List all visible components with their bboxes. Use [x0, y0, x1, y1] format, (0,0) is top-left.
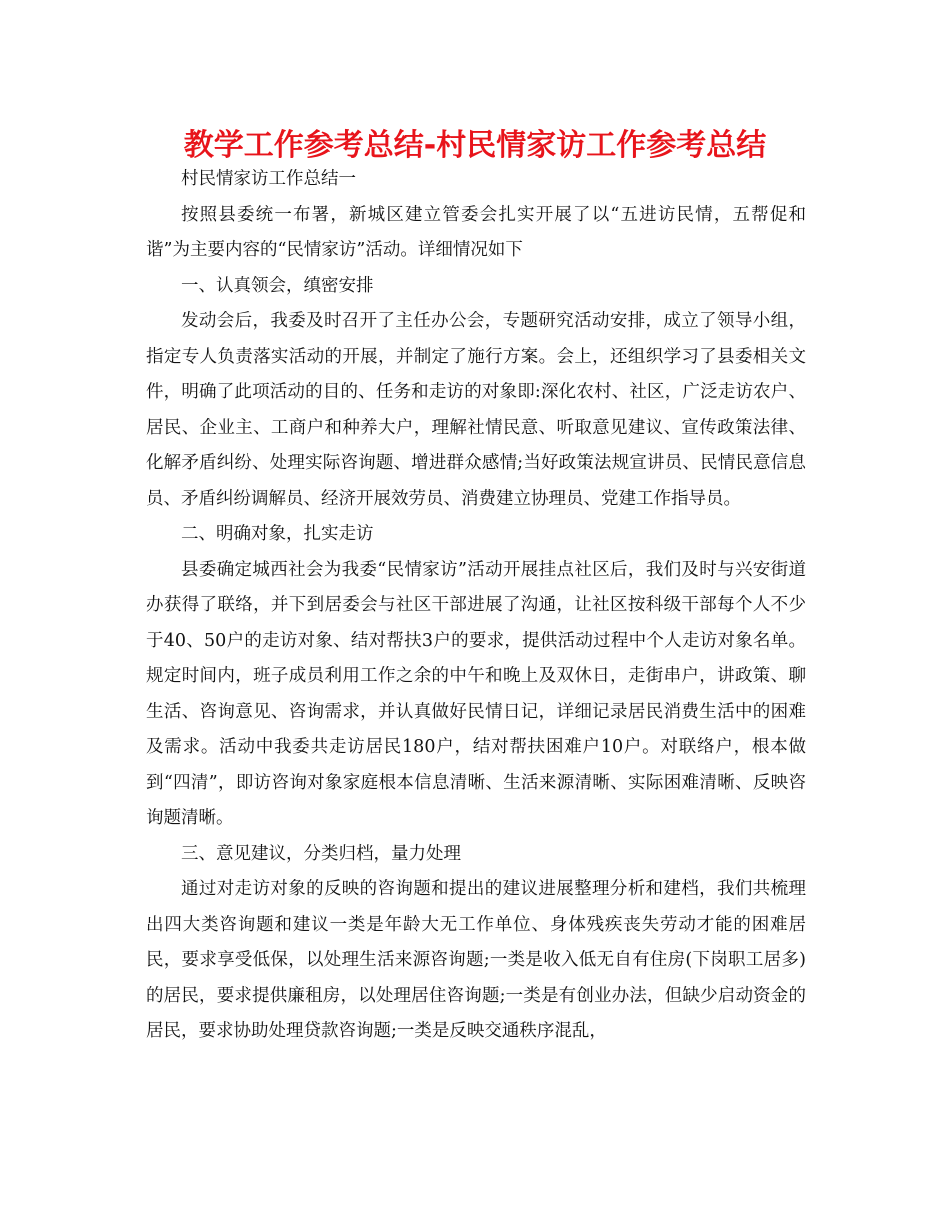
document-title: 教学工作参考总结-村民情家访工作参考总结 [183, 128, 767, 163]
document-body [146, 162, 806, 1050]
paragraph-intro: 按照县委统一布署，新城区建立管委会扎实开展了以“五进访民情，五帮促和谐”为主要内容的“民情家访”活动。详细情况如下 [146, 204, 806, 260]
paragraph-section-3: 通过对走访对象的反映的咨询题和提出的建议进展整理分析和建档，我们共梳理出四大类咨询题和建议一类是年龄大无工作单位、身体残疾丧失劳动才能的困难居民，要求享受低保，以处理生活来源咨询题;一类是收入低无自有住房(下岗职工居多)的居民，要求提供廉租房，以处理居住咨询题;一类是有创业办法，但缺少启动资金的居民，要求协助处理贷款咨询题;一类是反映交通秩序混乱， [146, 879, 806, 1041]
paragraph-section-1: 发动会后，我委及时召开了主任办公会，专题研究活动安排，成立了领导小组，指定专人负责落实活动的开展，并制定了施行方案。会上，还组织学习了县委相关文件，明确了此项活动的目的、任务和走访的对象即:深化农村、社区，广泛走访农户、居民、企业主、工商户和种养大户，理解社情民意、听取意见建议、宣传政策法律、化解矛盾纠纷、处理实际咨询题、增进群众感情;当好政策法规宣讲员、民情民意信息员、矛盾纠纷调解员、经济开展效劳员、消费建立协理员、党建工作指导员。 [146, 311, 806, 509]
section-heading-3: 三、意见建议，分类归档，量力处理 [181, 843, 461, 864]
paragraph-subtitle: 村民情家访工作总结一 [181, 169, 356, 189]
section-heading-2: 二、明确对象，扎实走访 [181, 524, 374, 544]
paragraph-section-2: 县委确定城西社会为我委“民情家访”活动开展挂点社区后，我们及时与兴安街道办获得了联络，并下到居委会与社区干部进展了沟通，让社区按科级干部每个人不少于40、50户的走访对象、结对帮扶3户的要求，提供活动过程中个人走访对象名单。规定时间内，班子成员利用工作之余的中午和晚上及双休日，走街串户，讲政策、聊生活、咨询意见、咨询需求，并认真做好民情日记，详细记录居民消费生活中的困难及需求。活动中我委共走访居民180户，结对帮扶困难户10户。对联络户，根本做到“四清”，即访咨询对象家庭根本信息清晰、生活来源清晰、实际困难清晰、反映咨询题清晰。 [146, 559, 806, 828]
section-heading-1: 一、认真领会，缜密安排 [181, 275, 374, 296]
